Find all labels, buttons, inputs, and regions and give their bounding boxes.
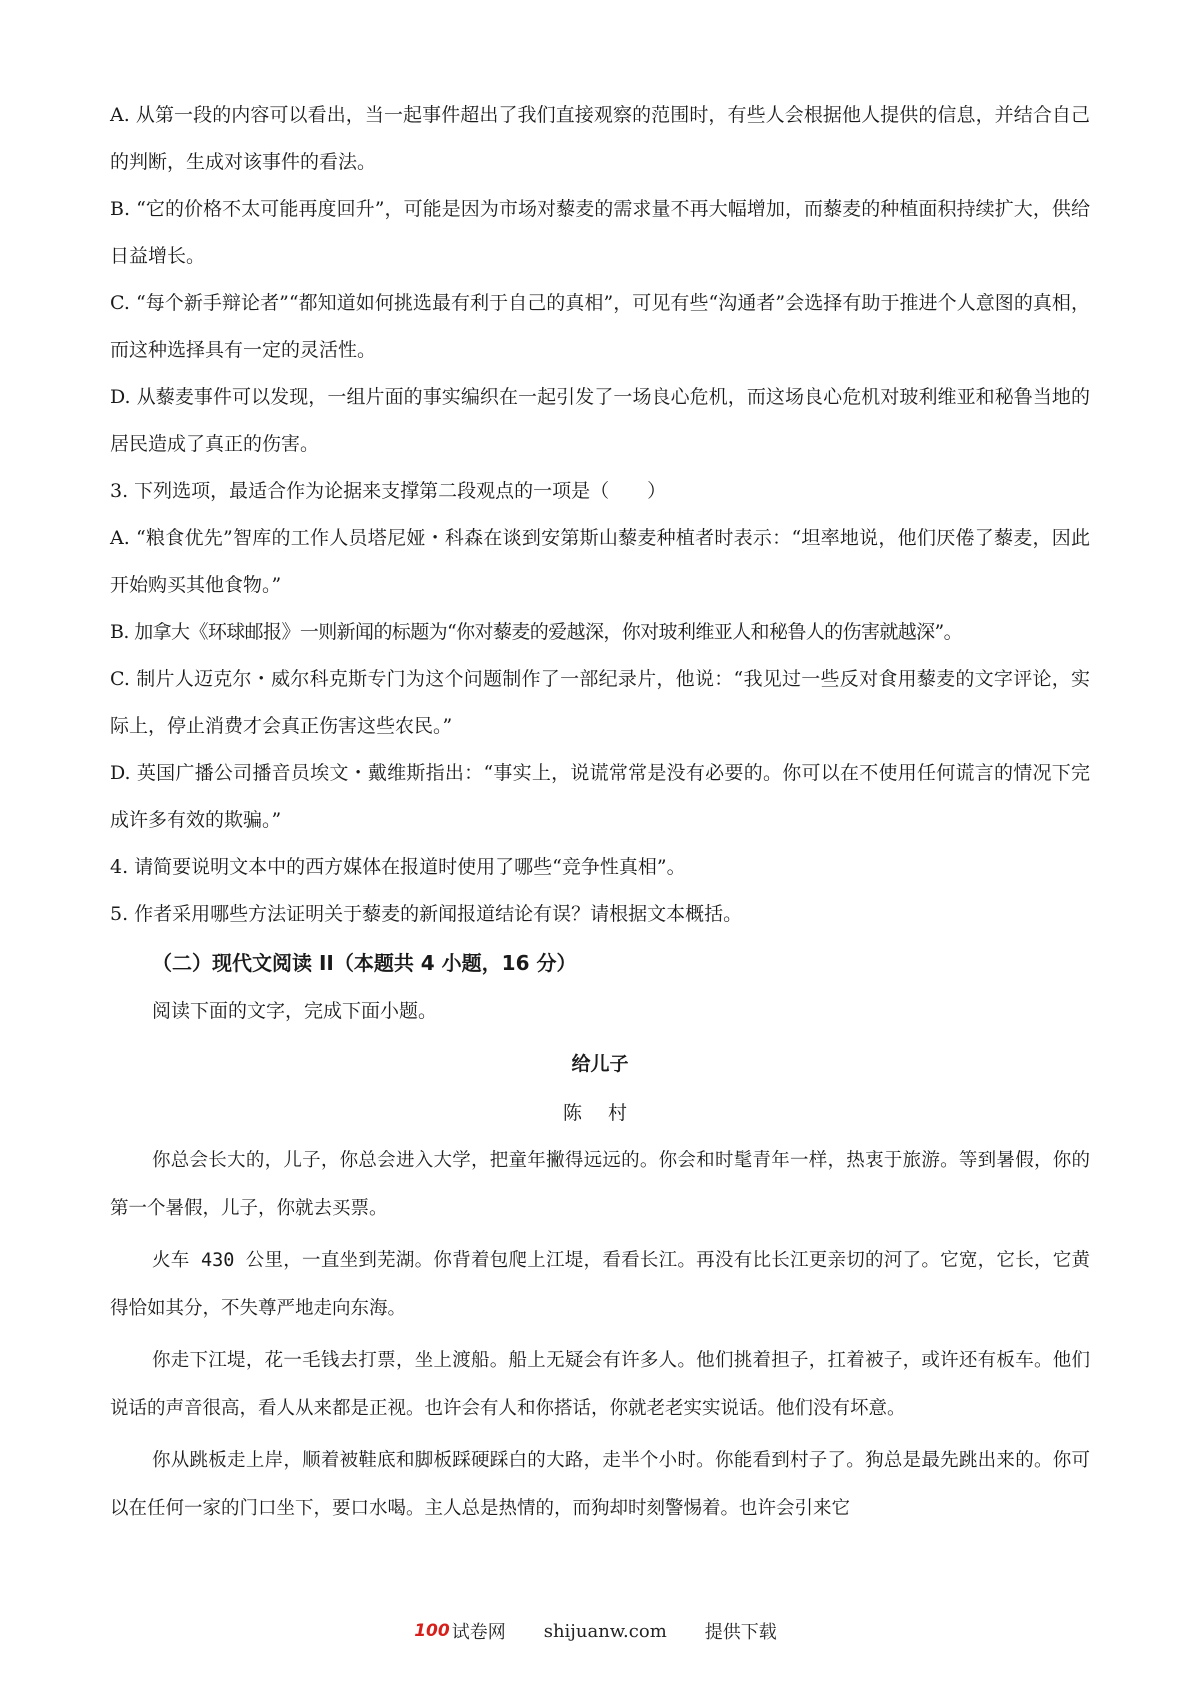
q2-option-c: C. “每个新手辩论者”“都知道如何挑选最有利于自己的真相”，可见有些“沟通者”会选择有助于推进个人意图的真相，而这种选择具有一定的灵活性。	[110, 292, 1090, 361]
story-paragraph: 你走下江堤，花一毛钱去打票，坐上渡船。船上无疑会有许多人。他们挑着担子，扛着被子，或许还有板车。他们说话的声音很高，看人从来都是正视。也许会有人和你搭话，你就老老实实说话。他们没有坏意。	[110, 1350, 1090, 1419]
q3-option-d: D. 英国广播公司播音员埃文・戴维斯指出：“事实上，说谎常常是没有必要的。你可以在不使用任何谎言的情况下完成许多有效的欺骗。”	[110, 762, 1090, 831]
footer-tagline: 提供下载	[704, 1622, 777, 1643]
site-name: 试卷网	[451, 1622, 506, 1643]
story-body	[110, 1137, 1090, 1533]
q2-option-d: D. 从藜麦事件可以发现，一组片面的事实编织在一起引发了一场良心危机，而这场良心危机对玻利维亚和秘鲁当地的居民造成了真正的伤害。	[110, 386, 1090, 455]
story-paragraph: 火车 430 公里，一直坐到芜湖。你背着包爬上江堤，看看长江。再没有比长江更亲切的河了。它宽，它长，它黄得恰如其分，不失尊严地走向东海。	[110, 1250, 1090, 1319]
q3-option-c: C. 制片人迈克尔・威尔科克斯专门为这个问题制作了一部纪录片，他说：“我见过一些反对食用藜麦的文字评论，实际上，停止消费才会真正伤害这些农民。”	[110, 668, 1090, 737]
story-paragraph: 你从跳板走上岸，顺着被鞋底和脚板踩硬踩白的大路，走半个小时。你能看到村子了。狗总是最先跳出来的。你可以在任何一家的门口坐下，要口水喝。主人总是热情的，而狗却时刻警惕着。也许会引来它	[110, 1450, 1090, 1519]
site-logo: 100	[414, 1621, 450, 1641]
section-heading: （二）现代文阅读 II（本题共 4 小题，16 分）	[152, 951, 577, 975]
story-title: 给儿子	[571, 1053, 629, 1075]
site-domain-link[interactable]: shijuanw.com	[543, 1620, 667, 1642]
story-paragraph: 你总会长大的，儿子，你总会进入大学，把童年撇得远远的。你会和时髦青年一样，热衷于旅游。等到暑假，你的第一个暑假，儿子，你就去买票。	[110, 1150, 1090, 1219]
q3-stem: 3. 下列选项，最适合作为论据来支撑第二段观点的一项是（ ）	[110, 480, 667, 502]
q4-question: 4. 请简要说明文本中的西方媒体在报道时使用了哪些“竞争性真相”。	[110, 856, 686, 878]
q5-question: 5. 作者采用哪些方法证明关于藜麦的新闻报道结论有误？请根据文本概括。	[110, 903, 743, 925]
page-content	[110, 92, 1090, 1533]
page-footer	[0, 1618, 1191, 1644]
q3-option-a: A. “粮食优先”智库的工作人员塔尼娅・科森在谈到安第斯山藜麦种植者时表示：“坦率地说，他们厌倦了藜麦，因此开始购买其他食物。”	[110, 527, 1090, 596]
story-author: 陈 村	[562, 1102, 638, 1124]
q2-option-a: A. 从第一段的内容可以看出，当一起事件超出了我们直接观察的范围时，有些人会根据他人提供的信息，并结合自己的判断，生成对该事件的看法。	[110, 104, 1090, 173]
q2-option-b: B. “它的价格不太可能再度回升”，可能是因为市场对藜麦的需求量不再大幅增加，而藜麦的种植面积持续扩大，供给日益增长。	[110, 198, 1090, 267]
q3-option-b: B. 加拿大《环球邮报》一则新闻的标题为“你对藜麦的爱越深，你对玻利维亚人和秘鲁人的伤害就越深”。	[110, 621, 963, 643]
reading-instruction: 阅读下面的文字，完成下面小题。	[152, 1000, 438, 1022]
